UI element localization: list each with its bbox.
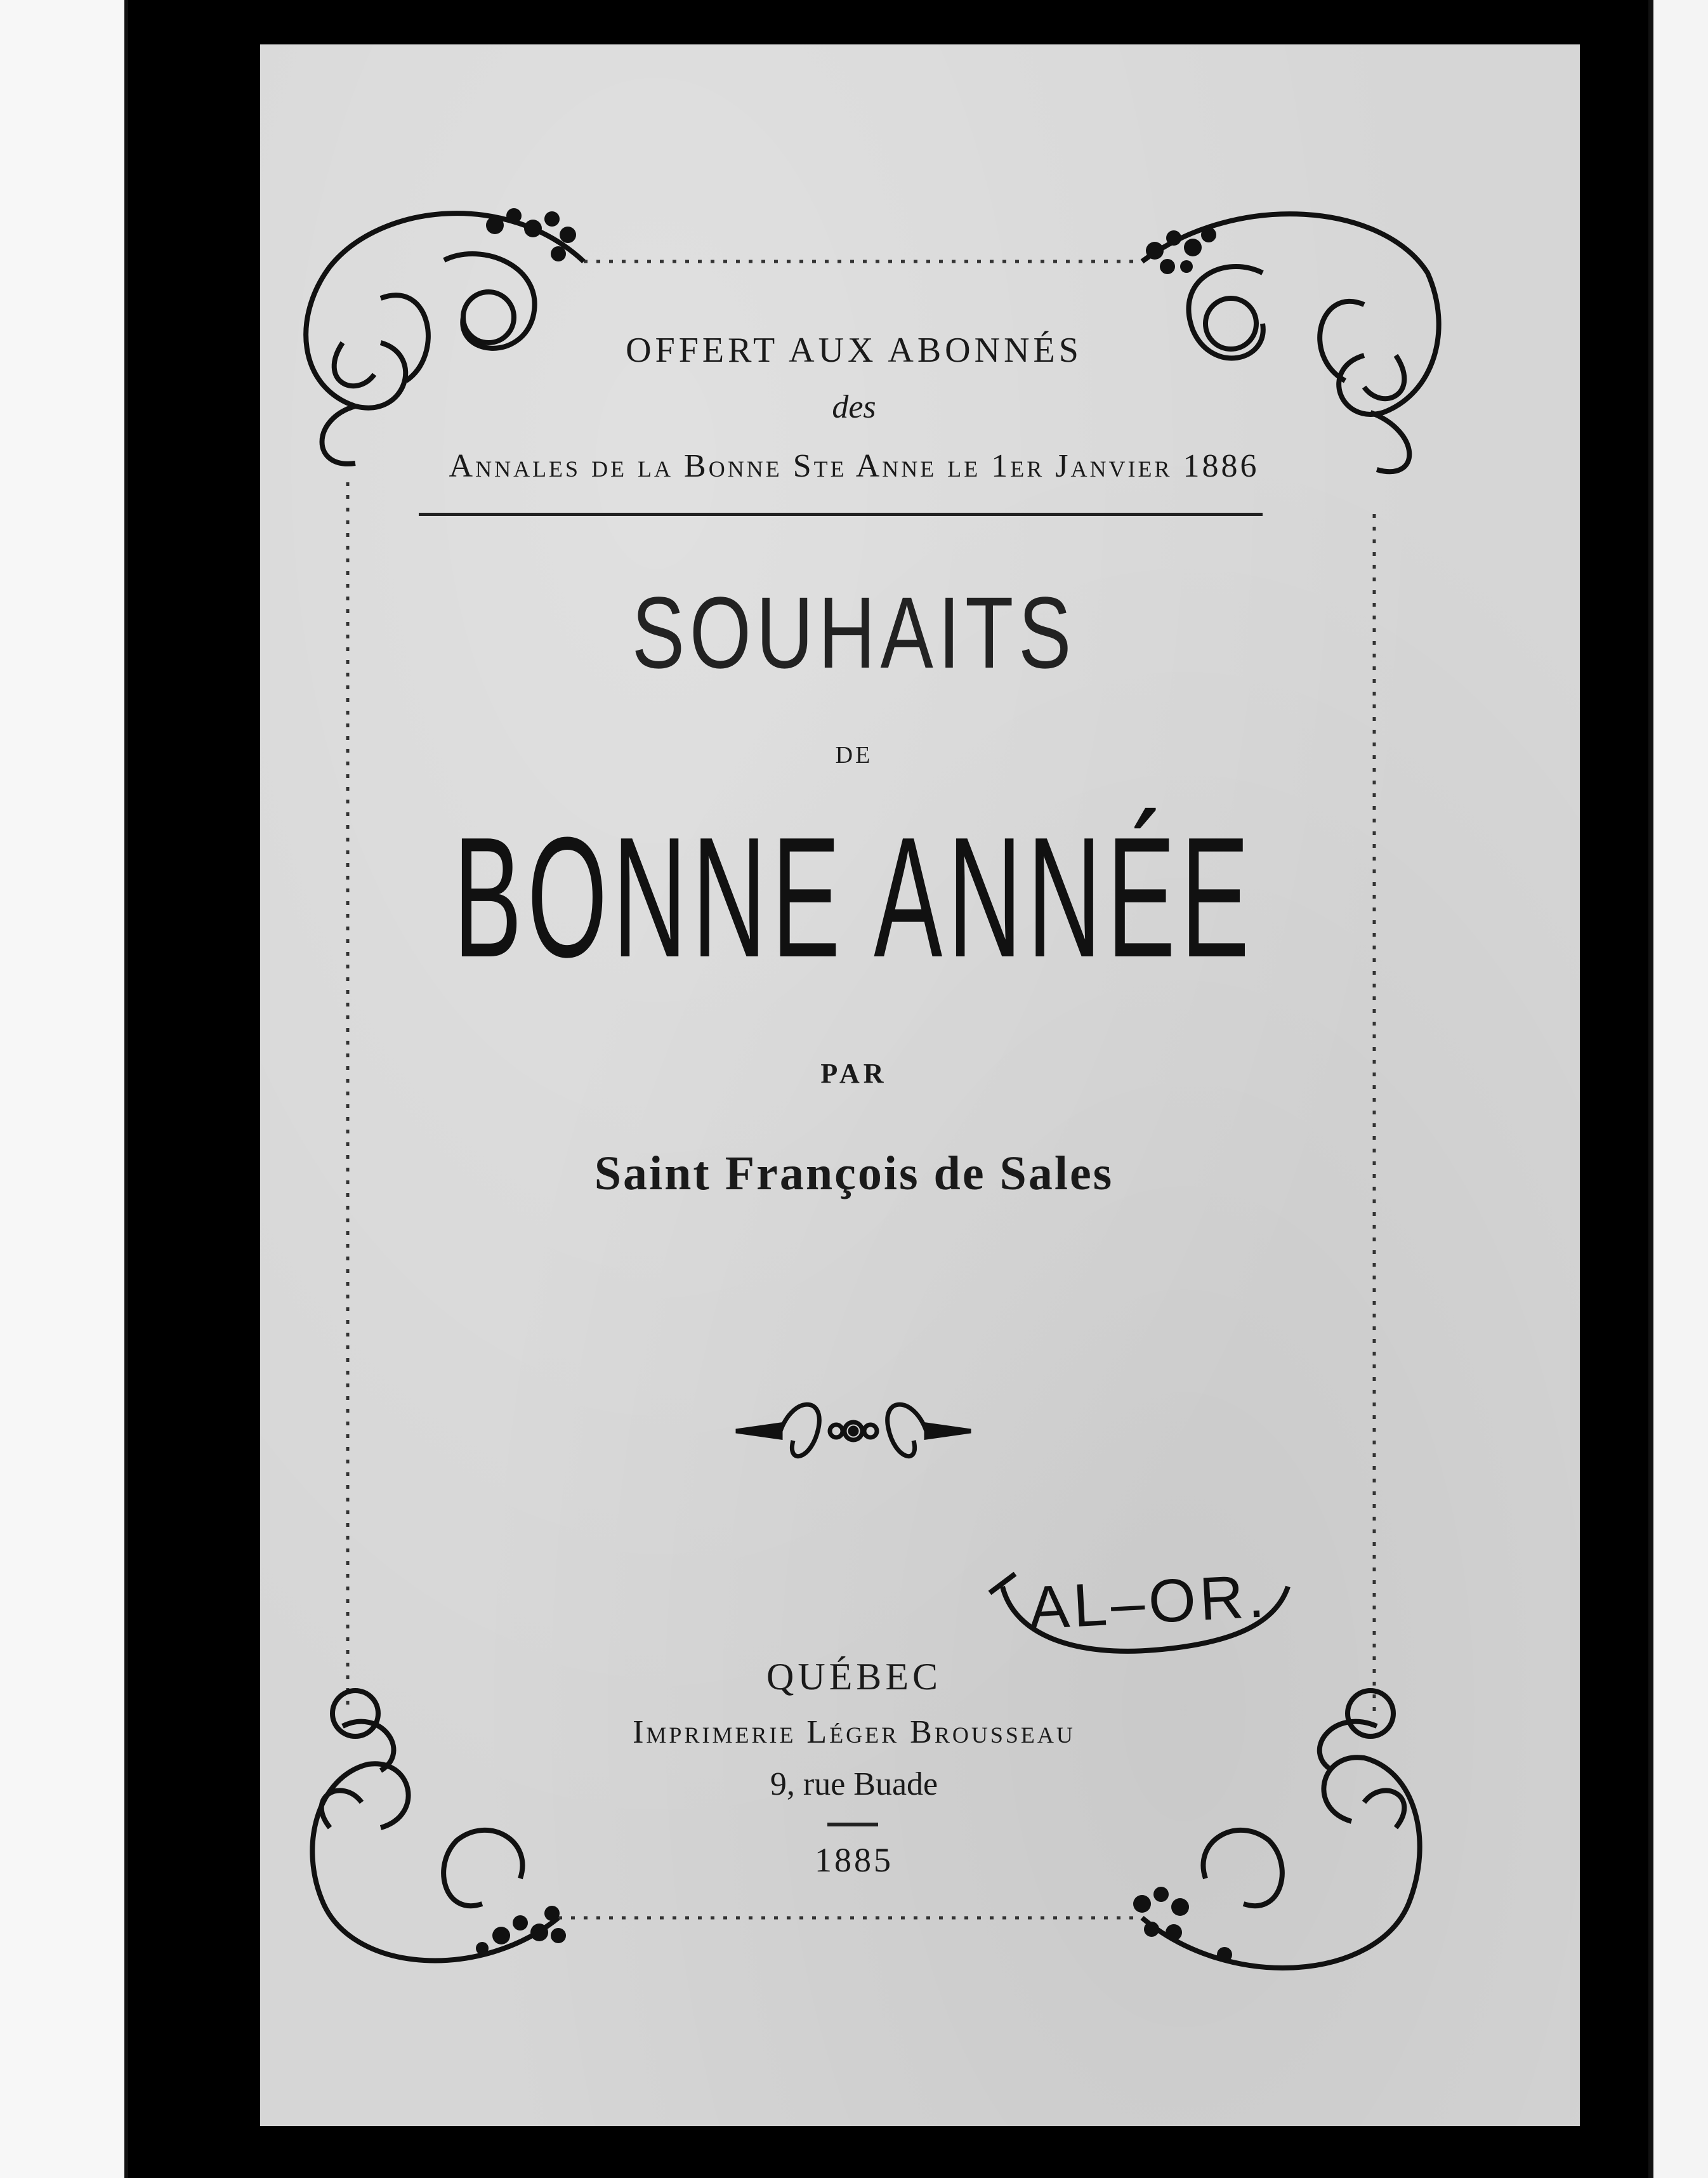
fleuron-ornament-icon <box>736 1404 971 1456</box>
library-stamp-text: AL–OR. <box>1027 1562 1270 1642</box>
author-name: Saint François de Sales <box>594 1147 1114 1200</box>
imprint-printer: Imprimerie Léger Brousseau <box>633 1714 1075 1750</box>
par-label: PAR <box>820 1058 888 1089</box>
imprint-year: 1885 <box>815 1841 893 1879</box>
title-souhaits: SOUHAITS <box>631 576 1077 689</box>
imprint-address: 9, rue Buade <box>770 1766 938 1802</box>
top-divider-rule <box>419 513 1263 516</box>
title-de: DE <box>835 742 873 769</box>
imprint-divider-rule <box>827 1823 878 1826</box>
leaf-cluster-bottom-right-icon <box>1133 1887 1232 1962</box>
imprint-city: QUÉBEC <box>766 1656 942 1698</box>
leaf-cluster-bottom-left-icon <box>476 1906 566 1955</box>
des-line: des <box>832 389 876 425</box>
title-bonne-annee: BONNE ANNÉE <box>453 802 1255 993</box>
leaf-cluster-top-right-icon <box>1146 227 1216 274</box>
offert-line: OFFERT AUX ABONNÉS <box>626 331 1082 370</box>
annales-line: Annales de la Bonne Ste Anne le 1er Janvier 1886 <box>449 448 1259 484</box>
